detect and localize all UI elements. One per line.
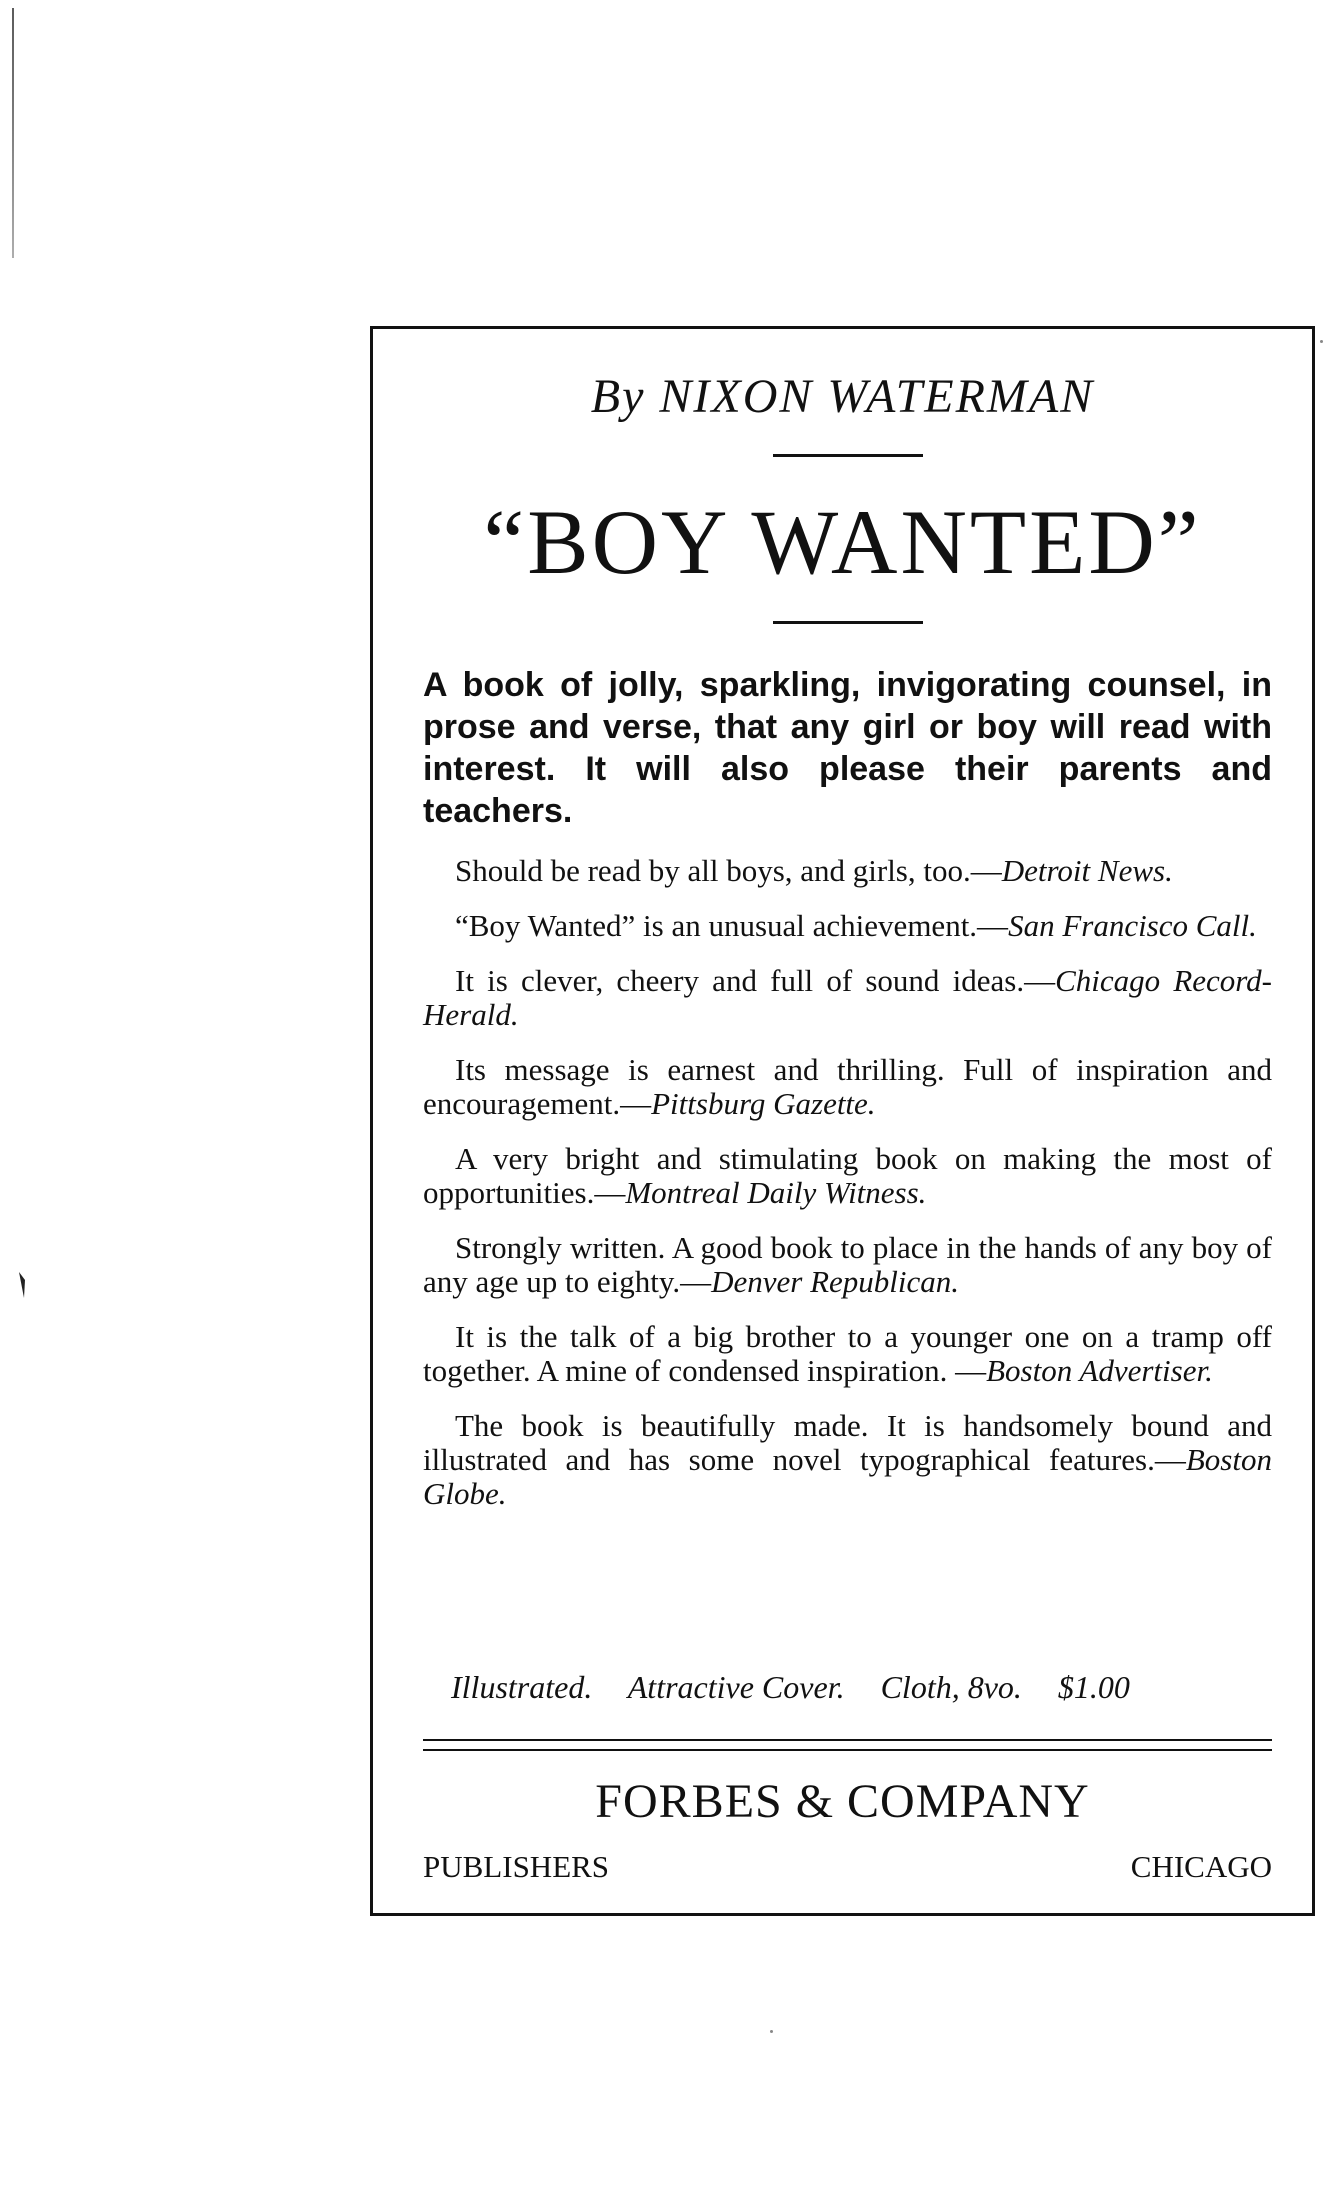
review-item	[423, 1409, 1272, 1511]
book-details	[451, 1669, 1272, 1706]
review-quote: The book is beautifully made. It is handsomely bound and illustrated and has some novel typographical features.—	[423, 1408, 1272, 1477]
advertisement-box	[370, 326, 1315, 1916]
stray-ink-mark	[18, 1270, 26, 1300]
review-quote: It is the talk of a big brother to a younger one on a tramp off together. A mine of condensed inspiration. —	[423, 1319, 1272, 1388]
stray-dot	[770, 2030, 773, 2033]
author-line: By NIXON WATERMAN	[590, 370, 1095, 423]
stray-dot	[1320, 340, 1323, 343]
book-title: “BOY WANTED”	[483, 491, 1202, 593]
price-label: $1.00	[1057, 1669, 1130, 1705]
review-item	[423, 1320, 1272, 1388]
review-list	[423, 854, 1272, 1532]
review-quote: Its message is earnest and thrilling. Full of inspiration and encouragement.—	[423, 1052, 1272, 1121]
review-item	[423, 909, 1272, 943]
review-item	[423, 1231, 1272, 1299]
review-item	[423, 1142, 1272, 1210]
publisher-name: FORBES & COMPANY	[595, 1775, 1090, 1828]
cover-label: Attractive Cover.	[627, 1669, 845, 1705]
title-rule-bottom	[773, 621, 923, 624]
review-quote: Should be read by all boys, and girls, too.—	[455, 853, 1002, 888]
illustrated-label: Illustrated.	[451, 1669, 593, 1705]
review-quote: “Boy Wanted” is an unusual achievement.—	[455, 908, 1009, 943]
binding-label: Cloth, 8vo.	[880, 1669, 1022, 1705]
review-source: Detroit News.	[1001, 853, 1173, 888]
review-quote: Strongly written. A good book to place in the hands of any boy of any age up to eighty.—	[423, 1230, 1272, 1299]
review-source: San Francisco Call.	[1008, 908, 1257, 943]
publisher-city: CHICAGO	[1130, 1849, 1272, 1884]
review-source: Boston Globe.	[423, 1442, 1272, 1511]
review-source: Denver Republican.	[711, 1264, 960, 1299]
page-edge-mark	[12, 8, 14, 258]
review-source: Chicago Record-Herald.	[423, 963, 1273, 1032]
review-source: Boston Advertiser.	[986, 1353, 1213, 1388]
review-source: Montreal Daily Witness.	[625, 1175, 927, 1210]
publisher-role: PUBLISHERS	[423, 1849, 610, 1884]
review-item	[423, 854, 1272, 888]
review-item	[423, 1053, 1272, 1121]
review-source: Pittsburg Gazette.	[651, 1086, 876, 1121]
review-quote: A very bright and stimulating book on making the most of opportunities.—	[423, 1141, 1272, 1210]
review-item	[423, 964, 1272, 1032]
book-description: A book of jolly, sparkling, invigorating counsel, in prose and verse, that any girl or boy will read with interest. It will also please their parents and teachers.	[423, 666, 1272, 830]
review-quote: It is clever, cheery and full of sound ideas.—	[455, 963, 1056, 998]
title-rule-top	[773, 454, 923, 457]
publisher-rule	[423, 1739, 1272, 1751]
